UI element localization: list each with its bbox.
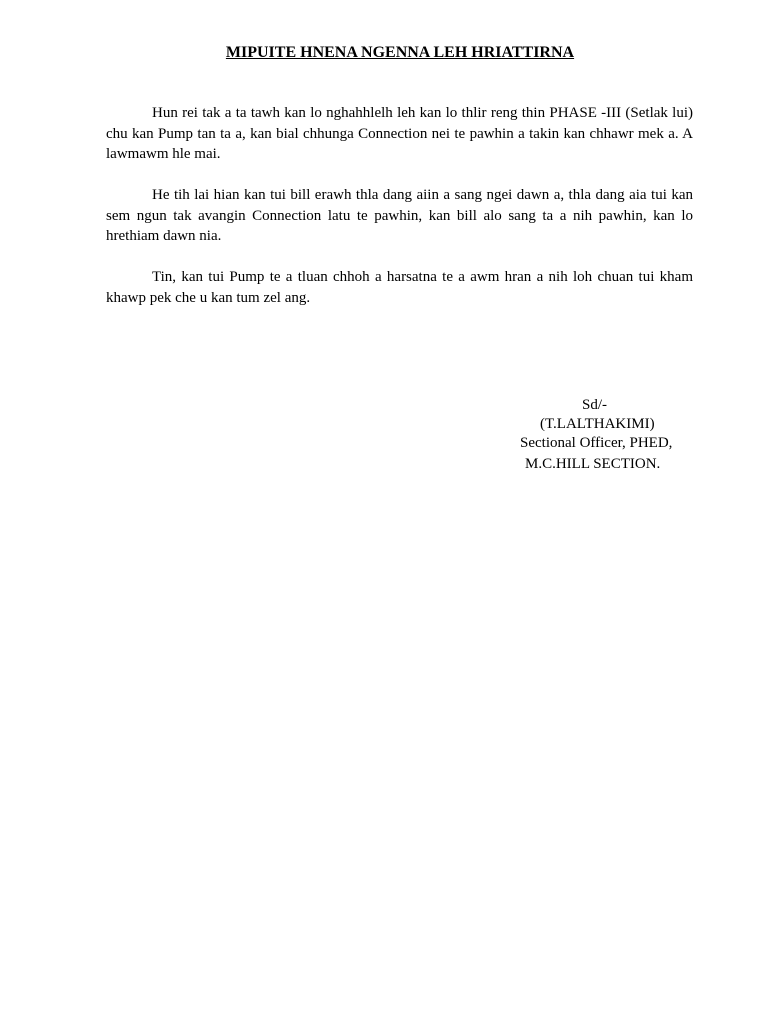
paragraph-1: Hun rei tak a ta tawh kan lo nghahhlelh leh kan lo thlir reng thin PHASE -III (Setlak lui) chu kan Pump tan ta a, kan bial chhunga Connection nei te pawhin a takin kan chhawr mek a. A lawmawm hle mai. (106, 105, 693, 162)
signature-sd: Sd/- (582, 397, 608, 413)
paragraph-3: Tin, kan tui Pump te a tluan chhoh a harsatna te a awm hran a nih loh chuan tui kham khawp pek che u kan tum zel ang. (106, 269, 693, 306)
document-body (106, 103, 693, 308)
paragraph-2: He tih lai hian kan tui bill erawh thla dang aiin a sang ngei dawn a, thla dang aia tui kan sem ngun tak avangin Connection latu te pawhin, kan bill alo sang ta a nih pawhin, kan lo hrethiam dawn nia. (106, 187, 693, 244)
signatory-name: (T.LALTHAKIMI) (540, 416, 655, 432)
document-title: MIPUITE HNENA NGENNA LEH HRIATTIRNA (225, 44, 575, 61)
signatory-designation: Sectional Officer, PHED, (520, 435, 673, 451)
signatory-section: M.C.HILL SECTION. (525, 456, 661, 472)
